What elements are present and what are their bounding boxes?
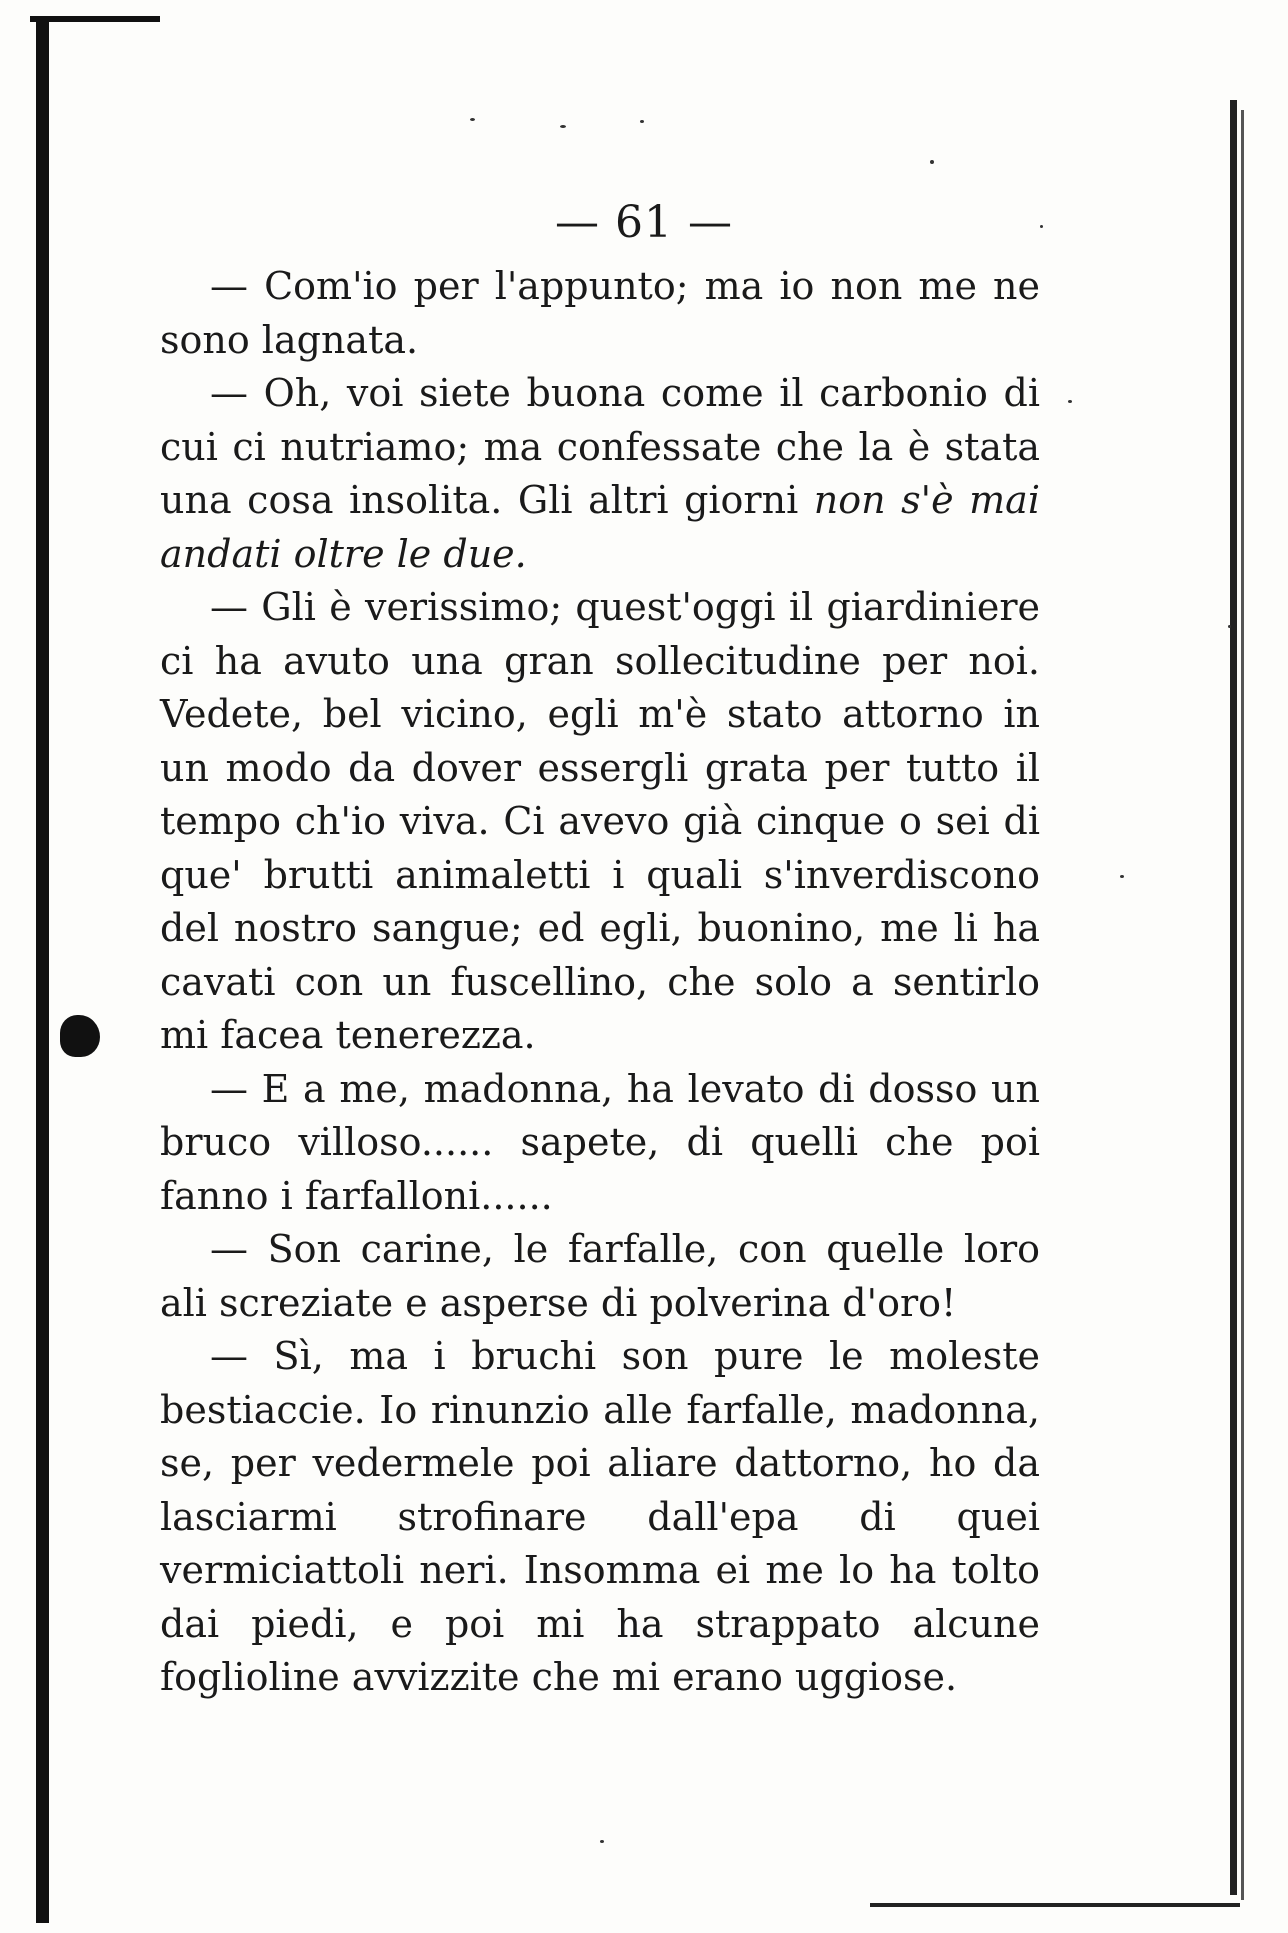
paragraph <box>160 367 1040 581</box>
ink-blot <box>60 1015 100 1057</box>
scan-speck <box>640 120 644 123</box>
page-number: — 61 — <box>555 197 733 248</box>
scan-speck <box>600 1840 604 1843</box>
body-text <box>160 260 1040 1705</box>
paragraph: — Com'io per l'appunto; ma io non me ne sono lagnata. <box>160 264 1040 362</box>
paragraph: — E a me, madonna, ha levato di dosso un bruco villoso...... sapete, di quelli che poi fanno i farfalloni...... <box>160 1066 1040 1218</box>
paragraph: — Gli è verissimo; quest'oggi il giardiniere ci ha avuto una gran sollecitudine per noi. Vedete, bel vicino, egli m'è stato attorno in un modo da dover essergli grata per tutto il tempo ch'io viva. Ci avevo già cinque o sei di que' brutti animaletti i quali s'inverdiscono del nostro sangue; ed egli, buonino, me li ha cavati con un fuscellino, che solo a sentirlo mi facea tenerezza. <box>160 585 1040 1057</box>
paragraph: — Son carine, le farfalle, con quelle loro ali screziate e asperse di polverina d'oro! <box>160 1227 1040 1325</box>
scan-border-bottom <box>870 1903 1240 1907</box>
scan-speck <box>1068 400 1072 403</box>
scan-speck <box>1120 875 1124 878</box>
scan-border-left <box>36 18 49 1923</box>
italic-text: non s'è mai andati oltre le due. <box>160 478 1040 576</box>
scan-border-right-inner <box>1241 110 1244 1900</box>
scan-speck <box>930 160 934 164</box>
scan-border-right <box>1230 100 1237 1895</box>
paragraph-text: — Oh, voi siete buona come il carbonio di cui ci nutriamo; ma confessate che la è stata una cosa insolita. Gli altri giorni <box>160 371 1040 522</box>
scan-speck <box>560 125 566 128</box>
scan-border-top <box>30 16 160 22</box>
scan-speck <box>1228 625 1231 628</box>
scan-speck <box>470 118 475 121</box>
paragraph: — Sì, ma i bruchi son pure le moleste bestiaccie. Io rinunzio alle farfalle, madonna, se, per vedermele poi aliare dattorno, ho da lasciarmi strofinare dall'epa di quei vermiciattoli neri. Insomma ei me lo ha tolto dai piedi, e poi mi ha strappato alcune foglioline avvizzite che mi erano uggiose. <box>160 1334 1040 1699</box>
